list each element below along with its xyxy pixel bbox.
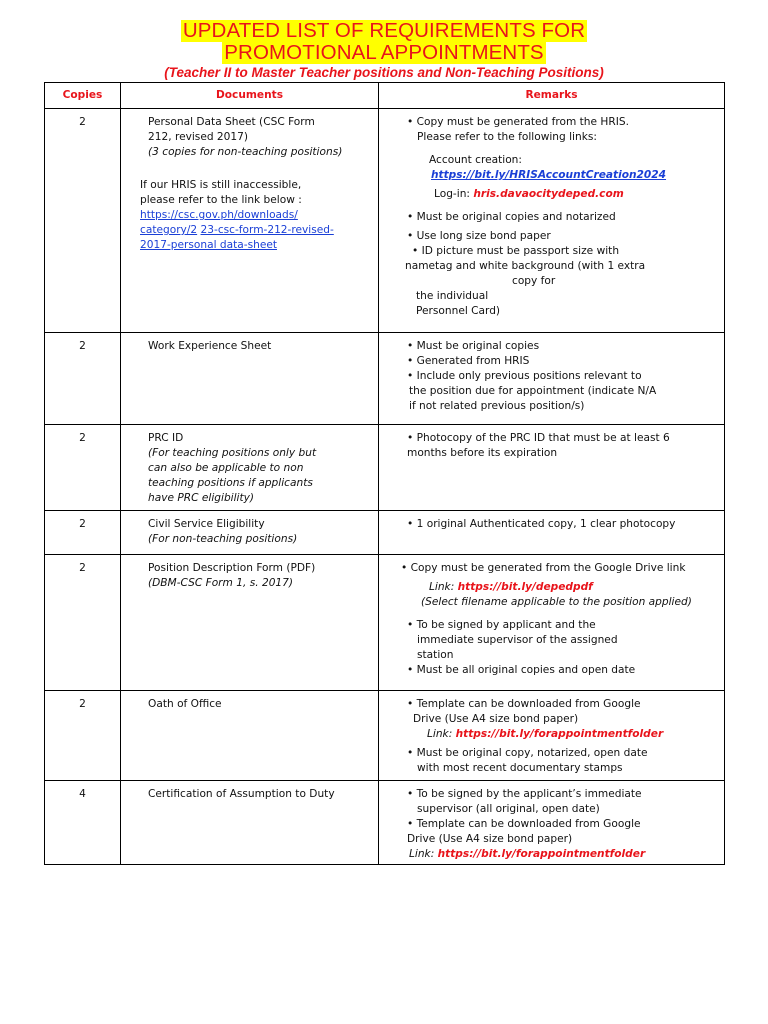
remark-text: the individual [416, 290, 489, 302]
header-documents: Documents [121, 83, 379, 109]
document-name: PRC ID [148, 432, 184, 444]
remark-bullet: • Copy must be generated from the Google Drive link [401, 562, 686, 574]
remark-text: immediate supervisor of the assigned [417, 634, 618, 646]
document-cell [121, 109, 379, 333]
login-label: Log-in: [434, 188, 470, 200]
document-title [0, 0, 768, 80]
remark-text: Please refer to the following links: [417, 131, 597, 143]
remark-bullet: • Include only previous positions relevant to [407, 370, 642, 382]
copies-cell: 2 [45, 555, 121, 691]
document-name: Civil Service Eligibility [148, 518, 265, 530]
remark-bullet: • Use long size bond paper [407, 230, 551, 242]
document-name-cont: 212, revised 2017) [148, 131, 249, 143]
remark-bullet: • 1 original Authenticated copy, 1 clear photocopy [407, 518, 676, 530]
remark-text: nametag and white background (with 1 extra [405, 260, 646, 272]
table-row [45, 425, 725, 511]
document-cell [121, 691, 379, 781]
table-row [45, 555, 725, 691]
remark-bullet: • To be signed by the applicant’s immediate [407, 788, 642, 800]
login-link[interactable]: hris.davaocitydeped.com [473, 188, 624, 200]
document-cell [121, 781, 379, 865]
remarks-cell [379, 691, 725, 781]
document-name: Position Description Form (PDF) [148, 562, 316, 574]
account-creation-link[interactable]: https://bit.ly/HRISAccountCreation2024 [431, 169, 667, 181]
remarks-cell [379, 511, 725, 555]
remark-bullet: • Template can be downloaded from Google [407, 818, 641, 830]
appointment-folder-link[interactable]: https://bit.ly/forappointmentfolder [455, 728, 664, 740]
remark-note: (Select filename applicable to the position applied) [421, 596, 692, 608]
remark-bullet: • To be signed by applicant and the [407, 619, 596, 631]
table-header-row [45, 83, 725, 109]
remark-bullet: • ID picture must be passport size with [412, 245, 620, 257]
document-note: teaching positions if applicants [148, 477, 313, 489]
remark-text: copy for [512, 275, 556, 287]
document-text: If our HRIS is still inaccessible, [140, 179, 302, 191]
document-name: Certification of Assumption to Duty [148, 788, 335, 800]
copies-cell: 2 [45, 691, 121, 781]
csc-link[interactable]: 23-csc-form-212-revised- [200, 224, 334, 236]
link-label: Link: [429, 581, 455, 593]
document-name: Oath of Office [148, 698, 222, 710]
document-note: have PRC eligibility) [148, 492, 255, 504]
remark-text: Drive (Use A4 size bond paper) [413, 713, 579, 725]
remark-text: with most recent documentary stamps [417, 762, 623, 774]
remarks-cell [379, 333, 725, 425]
pdf-link[interactable]: https://bit.ly/depedpdf [457, 581, 593, 593]
remark-text: Personnel Card) [416, 305, 501, 317]
document-note: (For teaching positions only but [148, 447, 317, 459]
document-note: can also be applicable to non [148, 462, 304, 474]
appointment-folder-link[interactable]: https://bit.ly/forappointmentfolder [437, 848, 646, 860]
remarks-cell [379, 109, 725, 333]
link-label: Link: [427, 728, 453, 740]
document-text: please refer to the link below : [140, 194, 302, 206]
copies-cell: 2 [45, 425, 121, 511]
csc-link[interactable]: category/2 [140, 224, 198, 236]
copies-cell: 2 [45, 109, 121, 333]
link-label: Link: [409, 848, 435, 860]
remarks-cell [379, 781, 725, 865]
remark-text: the position due for appointment (indicate N/A [409, 385, 657, 397]
csc-link[interactable]: https://csc.gov.ph/downloads/ [140, 209, 298, 221]
remark-text: Drive (Use A4 size bond paper) [407, 833, 573, 845]
remark-text: if not related previous position/s) [409, 400, 585, 412]
remarks-cell [379, 555, 725, 691]
document-cell [121, 511, 379, 555]
remark-text: station [417, 649, 454, 661]
remark-bullet: • Generated from HRIS [407, 355, 530, 367]
header-copies: Copies [45, 83, 121, 109]
remark-bullet: • Copy must be generated from the HRIS. [407, 116, 629, 128]
document-name: Work Experience Sheet [148, 340, 272, 352]
remark-bullet: • Must be original copy, notarized, open date [407, 747, 648, 759]
document-note: (3 copies for non-teaching positions) [148, 146, 343, 158]
remark-bullet: • Must be original copies and notarized [407, 211, 616, 223]
remark-bullet: • Photocopy of the PRC ID that must be at least 6 [407, 432, 670, 444]
header-remarks: Remarks [379, 83, 725, 109]
csc-link[interactable]: 2017-personal data-sheet [140, 239, 278, 251]
document-note: (DBM-CSC Form 1, s. 2017) [148, 577, 294, 589]
document-cell [121, 425, 379, 511]
table-row [45, 333, 725, 425]
title-line-2: PROMOTIONAL APPOINTMENTS [224, 41, 544, 64]
requirements-table [44, 82, 725, 865]
table-row [45, 691, 725, 781]
title-line-1: UPDATED LIST OF REQUIREMENTS FOR [182, 19, 586, 42]
remark-bullet: • Must be all original copies and open date [407, 664, 636, 676]
table-row [45, 511, 725, 555]
document-cell [121, 333, 379, 425]
document-subtitle: (Teacher II to Master Teacher positions and Non-Teaching Positions) [164, 65, 604, 80]
table-row [45, 109, 725, 333]
table-row [45, 781, 725, 865]
document-note: (For non-teaching positions) [148, 533, 298, 545]
document-cell [121, 555, 379, 691]
document-name: Personal Data Sheet (CSC Form [148, 116, 315, 128]
copies-cell: 4 [45, 781, 121, 865]
remark-bullet: • Must be original copies [407, 340, 540, 352]
remarks-cell [379, 425, 725, 511]
copies-cell: 2 [45, 333, 121, 425]
remark-bullet: • Template can be downloaded from Google [407, 698, 641, 710]
remark-text: months before its expiration [407, 447, 558, 459]
copies-cell: 2 [45, 511, 121, 555]
account-creation-label: Account creation: [429, 154, 522, 166]
remark-text: supervisor (all original, open date) [417, 803, 600, 815]
